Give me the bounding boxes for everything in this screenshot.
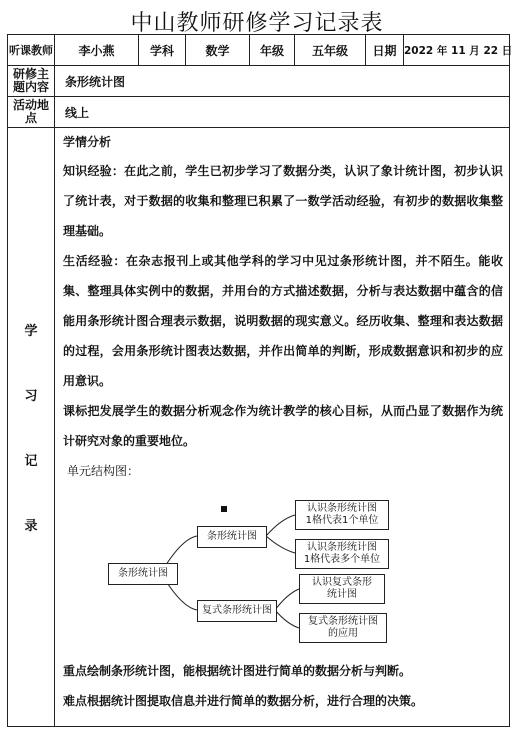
topic-row (8, 66, 510, 97)
key-point: 重点绘制条形统计图，能根据统计图进行简单的数据分析与判断。 (63, 664, 412, 678)
structure-label: 单元结构图： (67, 464, 140, 478)
node-bar-chart: 条形统计图 (197, 526, 267, 548)
node-one-unit: 认识条形统计图 1格代表1个单位 (295, 500, 389, 530)
node-compound-bar-chart: 复式条形统计图 (197, 600, 277, 622)
grade-label: 年级 (250, 35, 295, 66)
place-label: 活动地点 (8, 97, 55, 128)
place-value: 线上 (55, 97, 510, 128)
side-char: 录 (24, 519, 38, 534)
subject-value: 数学 (186, 35, 250, 66)
listener-value: 李小燕 (55, 35, 139, 66)
node-multi-unit: 认识条形统计图 1格代表多个单位 (295, 539, 389, 569)
node-know-compound: 认识复式条形 统计图 (299, 574, 385, 604)
diagram-marker (221, 506, 227, 512)
side-char: 学 (24, 324, 38, 339)
page-title: 中山教师研修学习记录表 (130, 11, 384, 36)
side-char: 记 (24, 454, 38, 469)
topic-value: 条形统计图 (55, 66, 510, 97)
paragraph-life: 生活经验：在杂志报刊上或其他学科的学习中见过条形统计图，并不陌生。能收集、整理具体实例中的数据，并用台的方式描述数据，分析与表达数据中蕴含的信能用条形统计图合理表示数据，说明数据的现实意义。经历收集、整理和表达数据的过程，会用条形统计图表达数据，并作出简单的判断，形成数据意识和初步的应用意识。 (63, 254, 503, 388)
record-side-label (8, 128, 54, 726)
record-content-cell (55, 128, 510, 727)
record-table (7, 34, 513, 727)
side-char: 习 (24, 389, 38, 404)
unit-structure-diagram (63, 479, 483, 644)
place-row (8, 97, 510, 128)
section-heading: 学情分析 (63, 135, 112, 149)
header-row (8, 35, 510, 66)
paragraph-curriculum: 课标把发展学生的数据分析观念作为统计教学的核心目标，从而凸显了数据作为统计研究对象的重要地位。 (63, 404, 503, 448)
record-row (8, 128, 510, 727)
date-value: 2022 年 11 月 22 日 (404, 35, 510, 66)
grade-value: 五年级 (295, 35, 366, 66)
subject-label: 学科 (139, 35, 186, 66)
node-compound-application: 复式条形统计图 的应用 (299, 613, 387, 643)
record-side-cell (8, 128, 55, 727)
date-label: 日期 (366, 35, 404, 66)
node-root: 条形统计图 (108, 563, 178, 585)
difficult-point: 难点根据统计图提取信息并进行简单的数据分析，进行合理的决策。 (63, 694, 424, 708)
listener-label: 听课教师 (8, 35, 55, 66)
topic-label: 研修主题内容 (8, 66, 55, 97)
paragraph-knowledge: 知识经验：在此之前，学生已初步学习了数据分类，认识了象计统计图，初步认识了统计表，对于数据的收集和整理已积累了一数学活动经验，有初步的数据收集整理基础。 (63, 164, 503, 238)
